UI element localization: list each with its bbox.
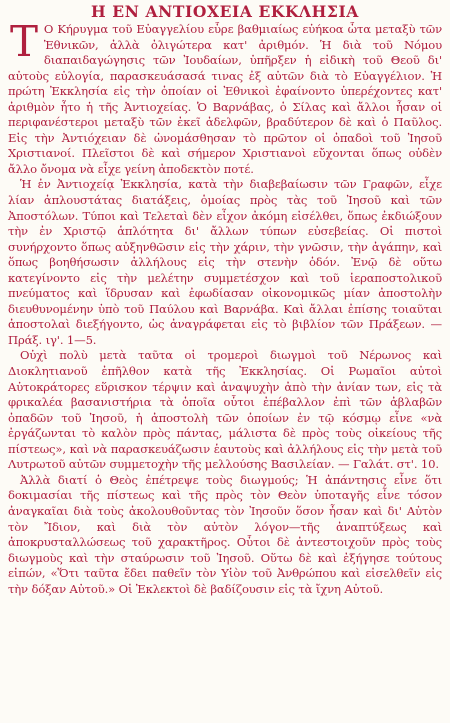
paragraph-4: Ἀλλὰ διατί ὁ Θεὸς ἐπέτρεψε τοὺς διωγμούς; Ἡ ἀπάντησις εἶνε ὅτι δοκιμασίαι τῆς πίστεως καὶ τῆς πρὸς τὸν Θεὸν ὑποταγῆς εἶνε τόσον ἀναγκαῖαι διὰ τοὺς ἀκολουθοῦντας τὸν Ἰησοῦν ὅσον ἦσαν καὶ δι' Αὐτὸν τὸν Ἴδιον, καὶ διὰ τὸν αὐτὸν λόγον—τῆς ἀναπτύξεως καὶ ἀποκρυσταλλώσεως τοῦ χαρακτῆρος. Οὗτοι δὲ ἀντεστοιχοῦν πρὸς τοὺς διωγμοὺς καὶ τὴν σταύρωσιν τοῦ Ἰησοῦ. Οὕτω δὲ καὶ ἐξήγησε τούτους εἰπών, «Ὅτι ταῦτα ἔδει παθεῖν τὸν Υἱὸν τοῦ Ἀνθρώπου καὶ εἰσελθεῖν εἰς τὴν δόξαν Αὐτοῦ.» Οἱ Ἐκλεκτοὶ δὲ βαδίζουσιν εἰς τὰ ἴχνη Αὐτοῦ. xyxy=(8,472,442,596)
drop-cap: Τ xyxy=(10,17,38,66)
article-title: Η ΕΝ ΑΝΤΙΟΧΕΙΑ ΕΚΚΛΗΣΙΑ xyxy=(91,2,359,21)
paragraph-3: Οὐχὶ πολὺ μετὰ ταῦτα οἱ τρομεροὶ διωγμοὶ τοῦ Νέρωνος καὶ Διοκλητιανοῦ ἐπῆλθον κατὰ τῆς Ἐκκλησίας. Οἱ Ρωμαῖοι αὐτοὶ Αὐτοκράτορες εὕρισκον τέρψιν καὶ ἀναψυχὴν ἀπὸ τὴν ἀνίαν των, εἰς τὰ φρικαλέα βασανιστήρια τὰ ὁποῖα οὗτοι ἐπέβαλλον ἐπὶ τῶν ἀβλαβῶν ὀπαδῶν τοῦ Ἰησοῦ, ἡ ἀποστολὴ τῶν ὁποίων ἐν τῷ κόσμῳ εἶνε «νὰ ἐργάζωνται τὸ καλὸν πρὸς πάντας, μάλιστα δὲ πρὸς τοὺς οἰκείους τῆς πίστεως», καὶ νὰ παρασκευάζωσιν ἑαυτοὺς καὶ ἀλλήλους εἰς τὴν μετὰ τοῦ Λυτρωτοῦ αὐτῶν συμμετοχὴν τῆς μελλούσης Βασιλείαν. — Γαλάτ. στ'. 10. xyxy=(8,348,442,472)
article-body xyxy=(8,17,442,597)
paragraph-2: Ἡ ἐν Ἀντιοχείᾳ Ἐκκλησία, κατὰ τὴν διαβεβαίωσιν τῶν Γραφῶν, εἶχε λίαν ἁπλουστάτας διατάξεις, ὁμοίας πρὸς τὰς τοῦ Ἰησοῦ καὶ τῶν Ἀποστόλων. Τύποι καὶ Τελεταὶ δὲν εἶχον ἀκόμη εἰσέλθει, ὅπως ἐκδιώξουν τὴν ἐν Χριστῷ ἁπλότητα δι' ἄλλων τύπων εὐσεβείας. Οἱ πιστοὶ συνήρχοντο ὅπως αὐξηνθῶσιν εἰς τὴν χάριν, τὴν γνῶσιν, τὴν ἀγάπην, καὶ ὅπως βοηθήσωσιν ἀλλήλους εἰς τὴν στενὴν ὁδόν. Ἐνῷ δὲ οὕτω κατεγίνοντο εἰς τὴν μελέτην συμμετέσχον καὶ τοῦ ἱεραποστολικοῦ πνεύματος καὶ ἵδρυσαν καὶ ἐφωδίασαν οἰκονομικῶς μίαν ἀποστολὴν διευθυνομένην ὑπὸ τοῦ Παύλου καὶ Βαρνάβα. Καὶ ἄλλαι ἐπίσης τοιαῦται ἀποστολαὶ διεξήγοντο, ὡς ἀναγράφεται εἰς τὸ βιβλίον τῶν Πράξεων. — Πράξ. ιγ'. 1—5. xyxy=(8,177,442,347)
paragraph-1 xyxy=(8,17,442,177)
paragraph-1-text: Ο Κήρυγμα τοῦ Εὐαγγελίου εὗρε βαθμιαίως εὐήκοα ὦτα μεταξὺ τῶν Ἐθνικῶν, ἀλλὰ ὀλιγώτερα κατ' ἀριθμόν. Ἡ διὰ τοῦ Νόμου διαπαιδαγώγησις τῶν Ἰουδαίων, ὑπῆρξεν ἡ εἰδικὴ τοῦ Θεοῦ δι' αὐτοὺς εὐλογία, παρασκευάσασά τινας ἐξ αὐτῶν διὰ τὸ Εὐαγγέλιον. Ἡ πρώτη Ἐκκλησία εἰς τὴν ὁποίαν οἱ Ἐθνικοὶ ἐφαίνοντο ὑπερέχοντες κατ' ἀριθμὸν ἦτο ἡ τῆς Ἀντιοχείας. Ὁ Βαρνάβας, ὁ Σίλας καὶ ἄλλοι ἦσαν οἱ περιφανέστεροι μεταξὺ τῶν ἐκεῖ ἀδελφῶν, βραδύτερον δὲ καὶ ὁ Παῦλος. Εἰς τὴν Ἀντιόχειαν δὲ ὠνομάσθησαν τὸ πρῶτον οἱ ὀπαδοὶ τοῦ Ἰησοῦ Χριστιανοί. Πλεῖστοι δὲ καὶ σήμερον Χριστιανοὶ εὔχονται ὅπως οὐδὲν ἄλλο ὄνομα νὰ εἶχε γείνη ἀποδεκτὸν ποτέ. xyxy=(8,22,442,176)
